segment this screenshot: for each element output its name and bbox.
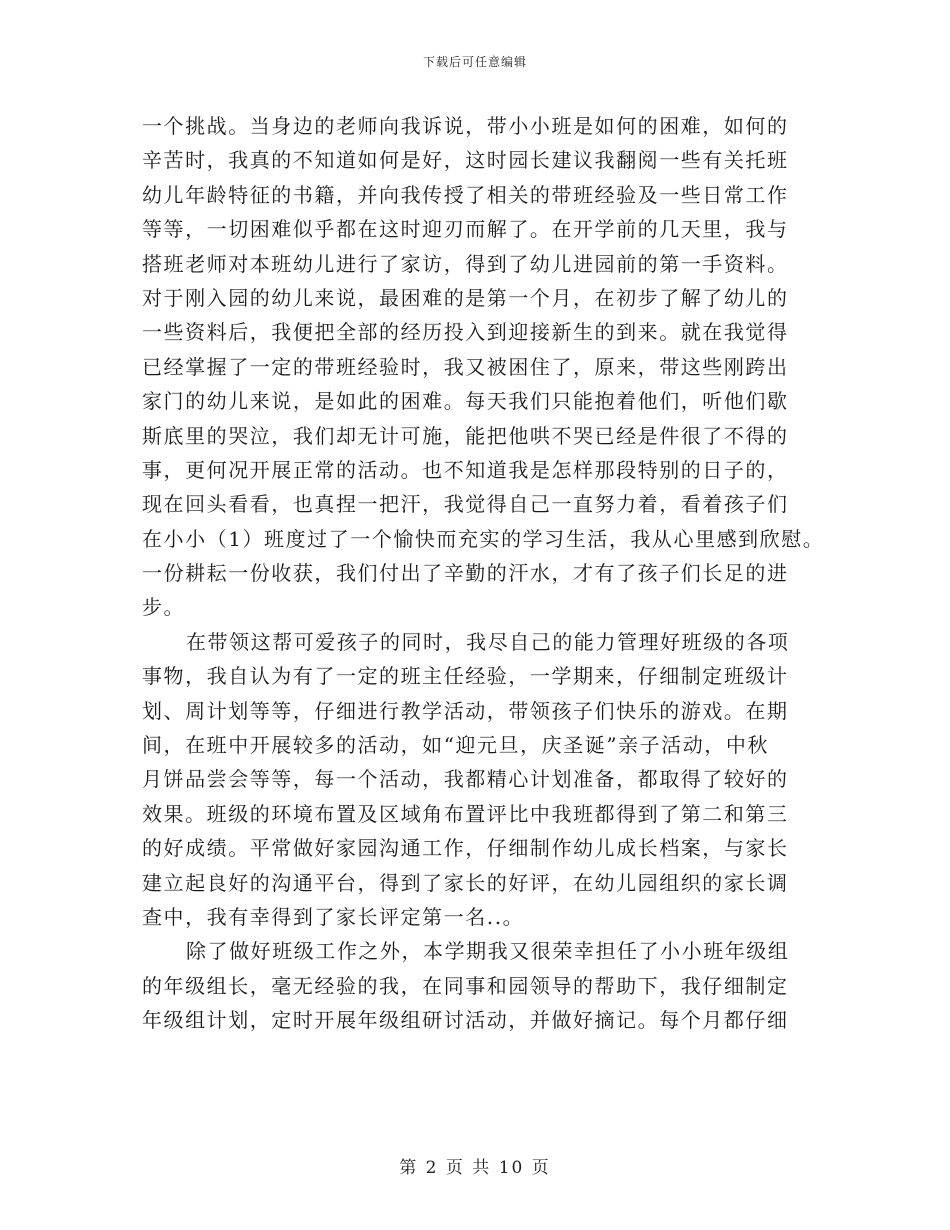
text-line: 已经掌握了一定的带班经验时，我又被困住了，原来，带这些刚跨出 xyxy=(142,354,789,379)
text-line: 间，在班中开展较多的活动，如“迎元旦，庆圣诞”亲子活动，中秋 xyxy=(142,733,769,758)
text-line: 斯底里的哭泣，我们却无计可施，能把他哄不哭已经是件很了不得的 xyxy=(142,423,789,448)
text-line: 事物，我自认为有了一定的班主任经验，一学期来，仔细制定班级计 xyxy=(142,664,789,689)
total-pages: 10 xyxy=(498,1158,525,1178)
page-header xyxy=(0,53,950,70)
paragraph-first-line: 在带领这帮可爱孩子的同时，我尽自己的能力管理好班级的各项 xyxy=(186,629,790,654)
text-line: 月饼品尝会等等，每一个活动，我都精心计划准备，都取得了较好的 xyxy=(142,767,789,792)
text-line: 的年级组长，毫无经验的我，在同事和园领导的帮助下，我仔细制定 xyxy=(142,973,789,998)
text-line: 现在回头看看，也真捏一把汗，我觉得自己一直努力着，看着孩子们 xyxy=(142,492,789,517)
text-line: 在小小（1）班度过了一个愉快而充实的学习生活，我从心里感到欣慰。 xyxy=(142,526,825,551)
footer-prefix: 第 xyxy=(399,1158,419,1178)
text-line: 家门的幼儿来说，是如此的困难。每天我们只能抱着他们，听他们歇 xyxy=(142,389,789,414)
footer-suffix: 页 xyxy=(531,1158,551,1178)
document-body xyxy=(142,109,825,1038)
page-footer xyxy=(0,1153,950,1178)
text-line: 搭班老师对本班幼儿进行了家访，得到了幼儿进园前的第一手资料。 xyxy=(142,251,789,276)
page-number: 2 xyxy=(425,1158,439,1178)
text-line: 查中，我有幸得到了家长评定第一名..。 xyxy=(142,904,525,929)
text-line: 幼儿年龄特征的书籍，并向我传授了相关的带班经验及一些日常工作 xyxy=(142,182,789,207)
text-line: 效果。班级的环境布置及区域角布置评比中我班都得到了第二和第三 xyxy=(142,801,789,826)
text-line: 事，更何况开展正常的活动。也不知道我是怎样那段特别的日子的， xyxy=(142,457,789,482)
text-line: 辛苦时，我真的不知道如何是好，这时园长建议我翻阅一些有关托班 xyxy=(142,148,789,173)
text-line: 对于刚入园的幼儿来说，最困难的是第一个月，在初步了解了幼儿的 xyxy=(142,285,789,310)
text-line: 的好成绩。平常做好家园沟通工作，仔细制作幼儿成长档案，与家长 xyxy=(142,836,789,861)
text-line: 年级组计划，定时开展年级组研讨活动，并做好摘记。每个月都仔细 xyxy=(142,1008,789,1033)
text-line: 一些资料后，我便把全部的经历投入到迎接新生的到来。就在我觉得 xyxy=(142,320,789,345)
text-line: 一份耕耘一份收获，我们付出了辛勤的汗水，才有了孩子们长足的进 xyxy=(142,561,789,586)
paragraph-first-line: 除了做好班级工作之外，本学期我又很荣幸担任了小小班年级组 xyxy=(186,939,790,964)
header-text: 下载后可任意编辑 xyxy=(422,55,527,69)
text-line: 等等，一切困难似乎都在这时迎刃而解了。在开学前的几天里，我与 xyxy=(142,217,789,242)
text-line: 建立起良好的沟通平台，得到了家长的好评，在幼儿园组织的家长调 xyxy=(142,870,789,895)
text-line: 一个挑战。当身边的老师向我诉说，带小小班是如何的困难，如何的 xyxy=(142,114,789,138)
text-line: 划、周计划等等，仔细进行教学活动，带领孩子们快乐的游戏。在期 xyxy=(142,698,789,723)
text-line: 步。 xyxy=(142,595,186,620)
footer-middle: 页 共 xyxy=(445,1158,492,1178)
